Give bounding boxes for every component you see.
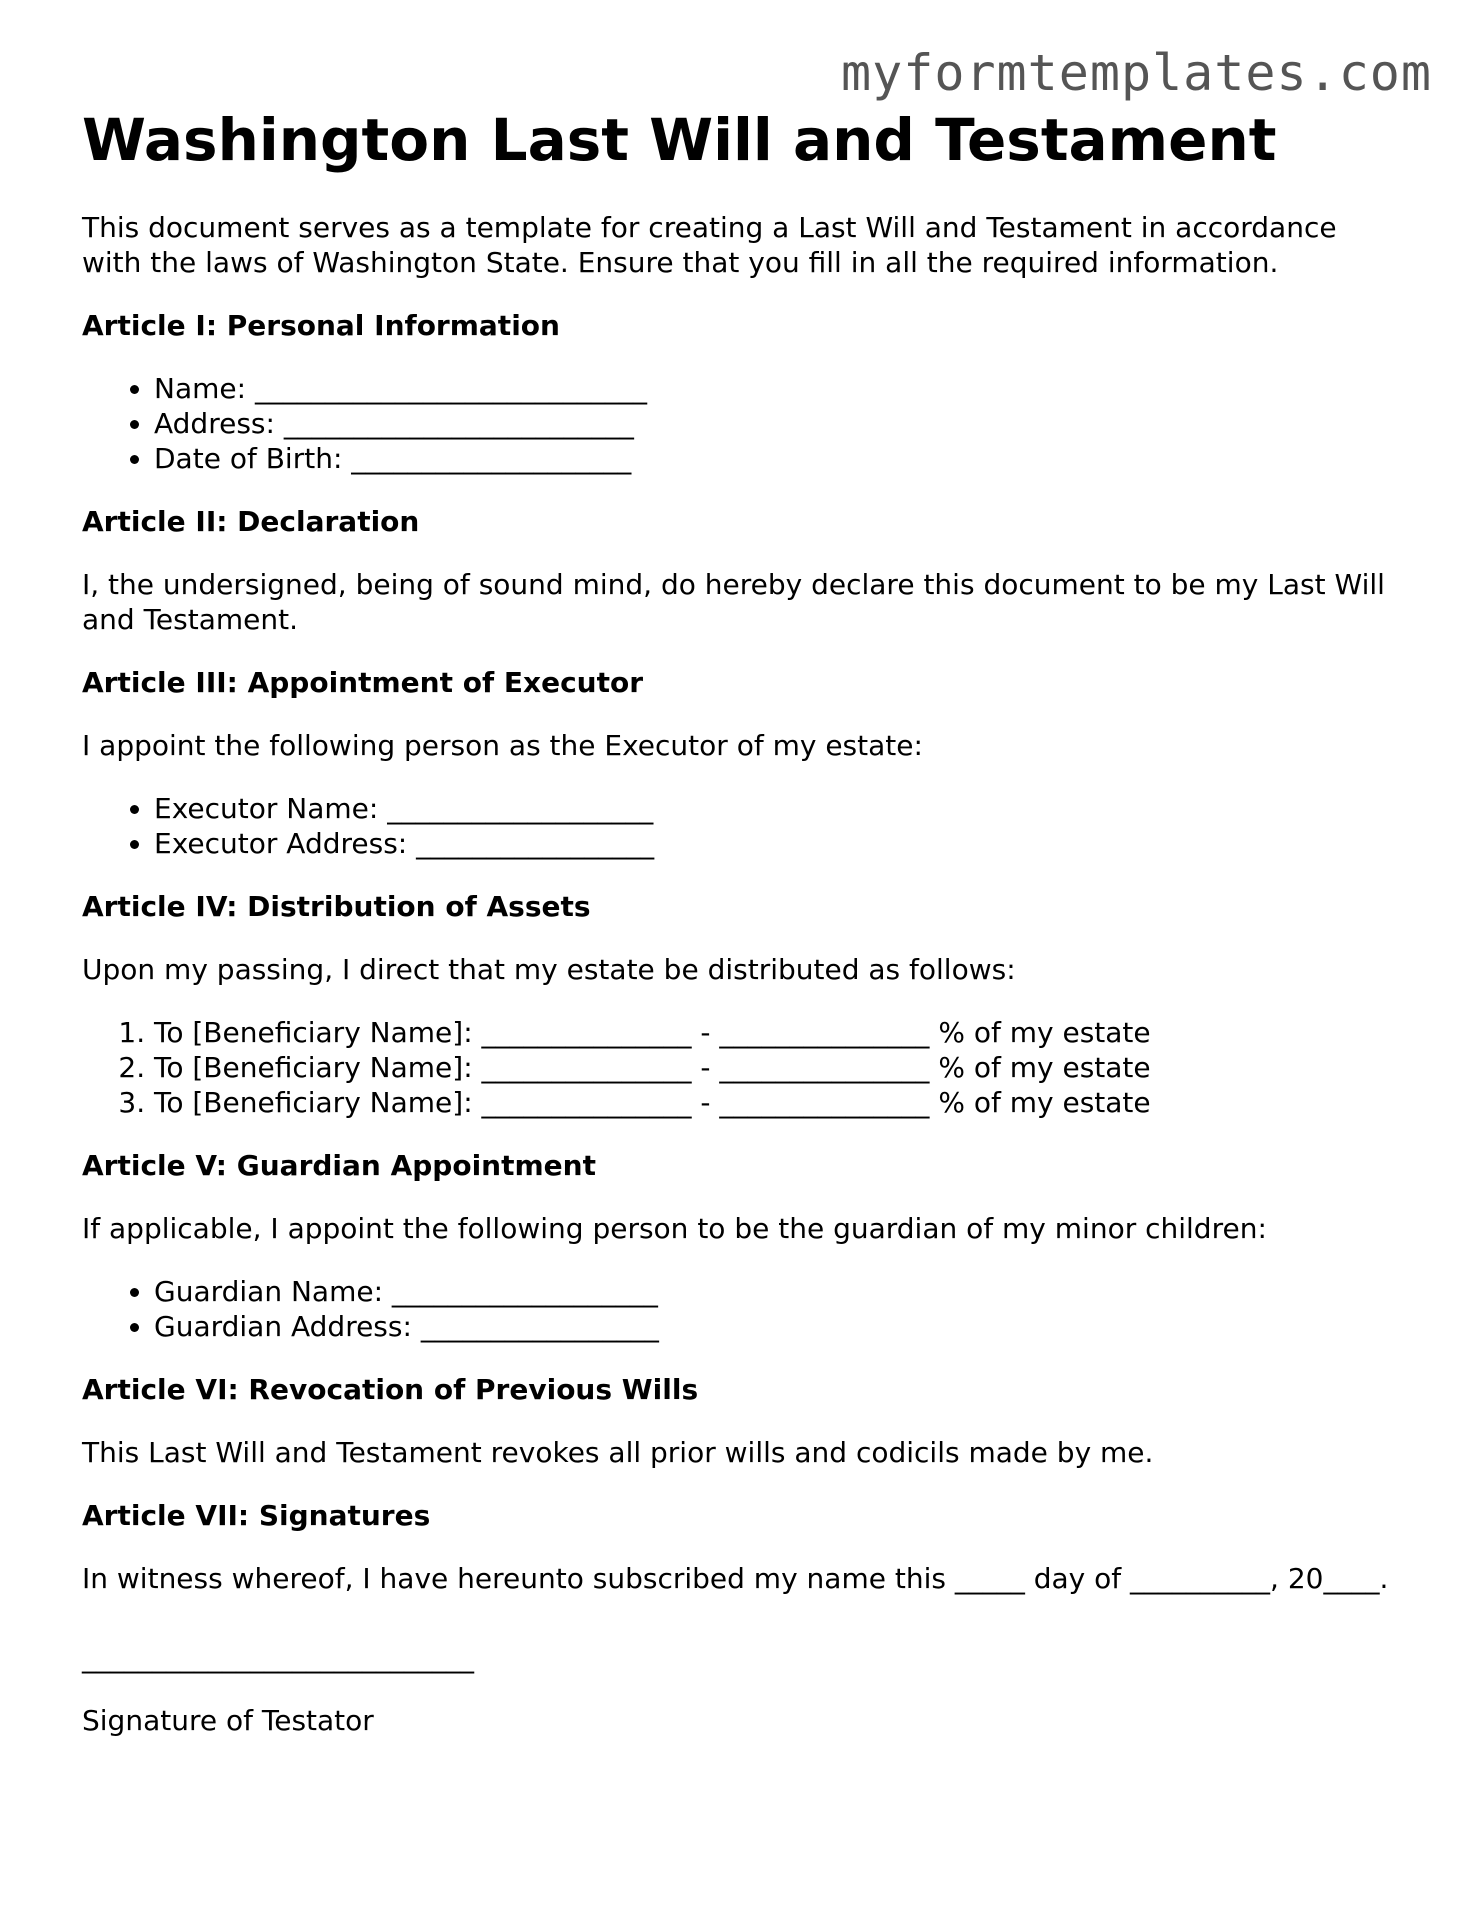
article-1-heading: Article I: Personal Information [82, 309, 560, 342]
executor-paragraph: I appoint the following person as the Executor of my estate: [82, 729, 923, 762]
article-5-heading: Article V: Guardian Appointment [82, 1149, 596, 1182]
guardian-paragraph: If applicable, I appoint the following person to be the guardian of my minor children: [82, 1212, 1267, 1245]
article-3-heading: Article III: Appointment of Executor [82, 666, 644, 699]
beneficiary-list [82, 1015, 1402, 1120]
signature-label: Signature of Testator [82, 1704, 374, 1737]
article-2-heading: Article II: Declaration [82, 505, 420, 538]
article-4-heading: Article IV: Distribution of Assets [82, 890, 591, 923]
list-item-beneficiary: 2. To [Beneficiary Name]: _______________ - _______________ % of my estate [154, 1050, 1402, 1085]
executor-list [82, 791, 1402, 861]
signature-line: ____________________________ [82, 1641, 474, 1674]
list-item-date-of-birth: • Date of Birth: ____________________ [154, 441, 1402, 476]
list-item-beneficiary: 1. To [Beneficiary Name]: _______________ - _______________ % of my estate [154, 1015, 1402, 1050]
list-item-guardian-name: • Guardian Name: ___________________ [154, 1274, 1402, 1309]
watermark: myformtemplates.com [841, 44, 1432, 102]
list-item-guardian-address: • Guardian Address: _________________ [154, 1309, 1402, 1344]
revocation-paragraph: This Last Will and Testament revokes all prior wills and codicils made by me. [82, 1436, 1154, 1469]
list-item-executor-address: • Executor Address: _________________ [154, 826, 1402, 861]
personal-info-list [82, 371, 1402, 476]
intro-paragraph: This document serves as a template for creating a Last Will and Testament in accordance with the laws of Washington State. Ensure that you fill in all the required information. [82, 211, 1337, 279]
guardian-list [82, 1274, 1402, 1344]
list-item-name: • Name: ____________________________ [154, 371, 1402, 406]
document-title: Washington Last Will and Testament [82, 106, 1277, 174]
witness-paragraph: In witness whereof, I have hereunto subscribed my name this _____ day of __________, 20____. [82, 1562, 1389, 1595]
declaration-paragraph: I, the undersigned, being of sound mind, do hereby declare this document to be my Last Will and Testament. [82, 568, 1385, 636]
document-page [82, 108, 1402, 1766]
list-item-beneficiary: 3. To [Beneficiary Name]: _______________ - _______________ % of my estate [154, 1085, 1402, 1120]
article-7-heading: Article VII: Signatures [82, 1499, 431, 1532]
list-item-executor-name: • Executor Name: ___________________ [154, 791, 1402, 826]
distribution-paragraph: Upon my passing, I direct that my estate be distributed as follows: [82, 953, 1016, 986]
article-6-heading: Article VI: Revocation of Previous Wills [82, 1373, 699, 1406]
list-item-address: • Address: _________________________ [154, 406, 1402, 441]
